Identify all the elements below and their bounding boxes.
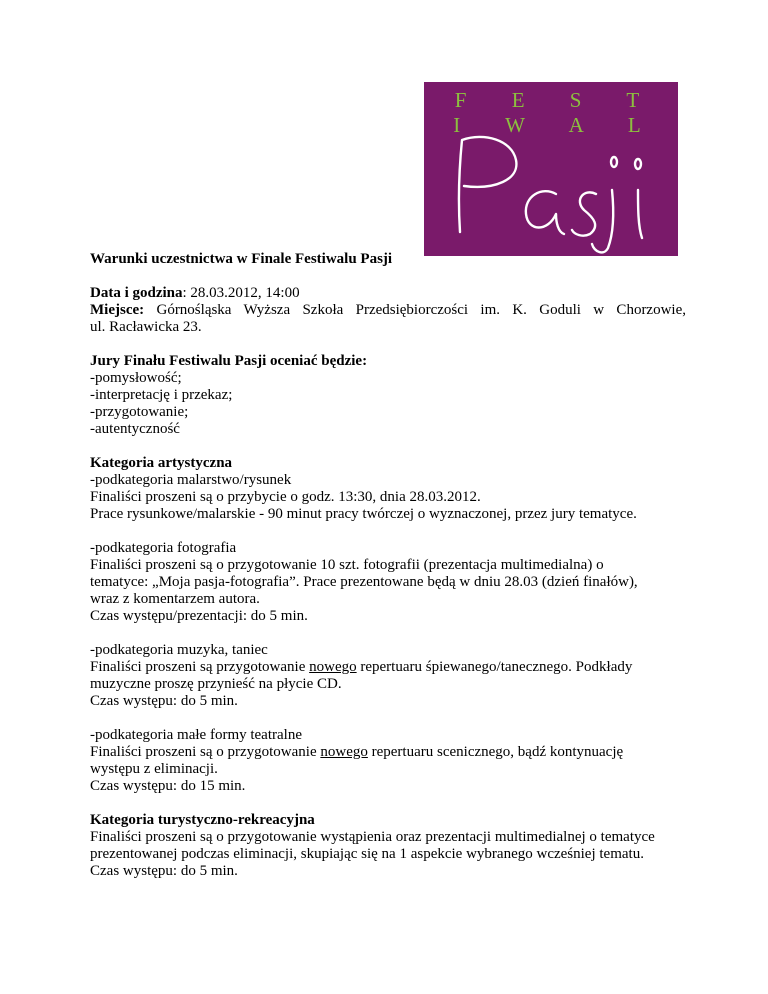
jury-heading: Jury Finału Festiwalu Pasji oceniać będzie:: [90, 353, 368, 369]
paragraph-line: Czas występu: do 5 min.: [90, 863, 238, 879]
paragraph-line: Czas występu: do 5 min.: [90, 693, 238, 709]
paragraph-line: Prace rysunkowe/malarskie - 90 minut pracy twórczej o wyznaczonej, przez jury tematyce.: [90, 506, 637, 522]
paragraph-line: tematyce: „Moja pasja-fotografia”. Prace prezentowane będą w dniu 28.03 (dzień finałów),: [90, 574, 638, 590]
paragraph-line: Finaliści proszeni są przygotowanie nowego repertuaru śpiewanego/tanecznego. Podkłady: [90, 659, 633, 675]
paragraph-line: Finaliści proszeni są o przybycie o godz. 13:30, dnia 28.03.2012.: [90, 489, 481, 505]
subcategory-theatre: -podkategoria małe formy teatralne: [90, 727, 302, 743]
paragraph-line: Finaliści proszeni są o przygotowanie wystąpienia oraz prezentacji multimedialnej o tematyce: [90, 829, 655, 845]
paragraph-line: występu z eliminacji.: [90, 761, 218, 777]
paragraph-line: Finaliści proszeni są o przygotowanie nowego repertuaru scenicznego, bądź kontynuację: [90, 744, 624, 760]
document-title: Warunki uczestnictwa w Finale Festiwalu Pasji: [90, 251, 393, 267]
subcategory-painting: -podkategoria malarstwo/rysunek: [90, 472, 292, 488]
subcategory-photography: -podkategoria fotografia: [90, 540, 237, 556]
paragraph-line: prezentowanej podczas eliminacji, skupiając się na 1 aspekcie wybranego wcześniej tematu.: [90, 846, 644, 862]
jury-item: -interpretację i przekaz;: [90, 387, 233, 403]
paragraph-line: muzyczne proszę przynieść na płycie CD.: [90, 676, 342, 692]
jury-item: -pomysłowość;: [90, 370, 182, 386]
paragraph-line: Czas występu/prezentacji: do 5 min.: [90, 608, 308, 624]
festiwal-pasji-logo: [424, 82, 678, 256]
category-artistic-heading: Kategoria artystyczna: [90, 455, 233, 471]
subcategory-music-dance: -podkategoria muzyka, taniec: [90, 642, 268, 658]
date-line: Data i godzina: 28.03.2012, 14:00: [90, 285, 300, 301]
jury-item: -autentyczność: [90, 421, 180, 437]
place-line: Miejsce: Górnośląska Wyższa Szkoła Przedsiębiorczości im. K. Goduli w Chorzowie,: [90, 302, 686, 318]
paragraph-line: Czas występu: do 15 min.: [90, 778, 246, 794]
jury-item: -przygotowanie;: [90, 404, 189, 420]
logo-top-text: F E S T I W A L: [453, 88, 661, 137]
place-line-2: ul. Racławicka 23.: [90, 319, 202, 335]
logo-script-pasji: [424, 82, 678, 256]
paragraph-line: wraz z komentarzem autora.: [90, 591, 260, 607]
category-tourism-heading: Kategoria turystyczno-rekreacyjna: [90, 812, 315, 828]
document-body: [90, 251, 686, 880]
paragraph-line: Finaliści proszeni są o przygotowanie 10 szt. fotografii (prezentacja multimedialna) o: [90, 557, 604, 573]
